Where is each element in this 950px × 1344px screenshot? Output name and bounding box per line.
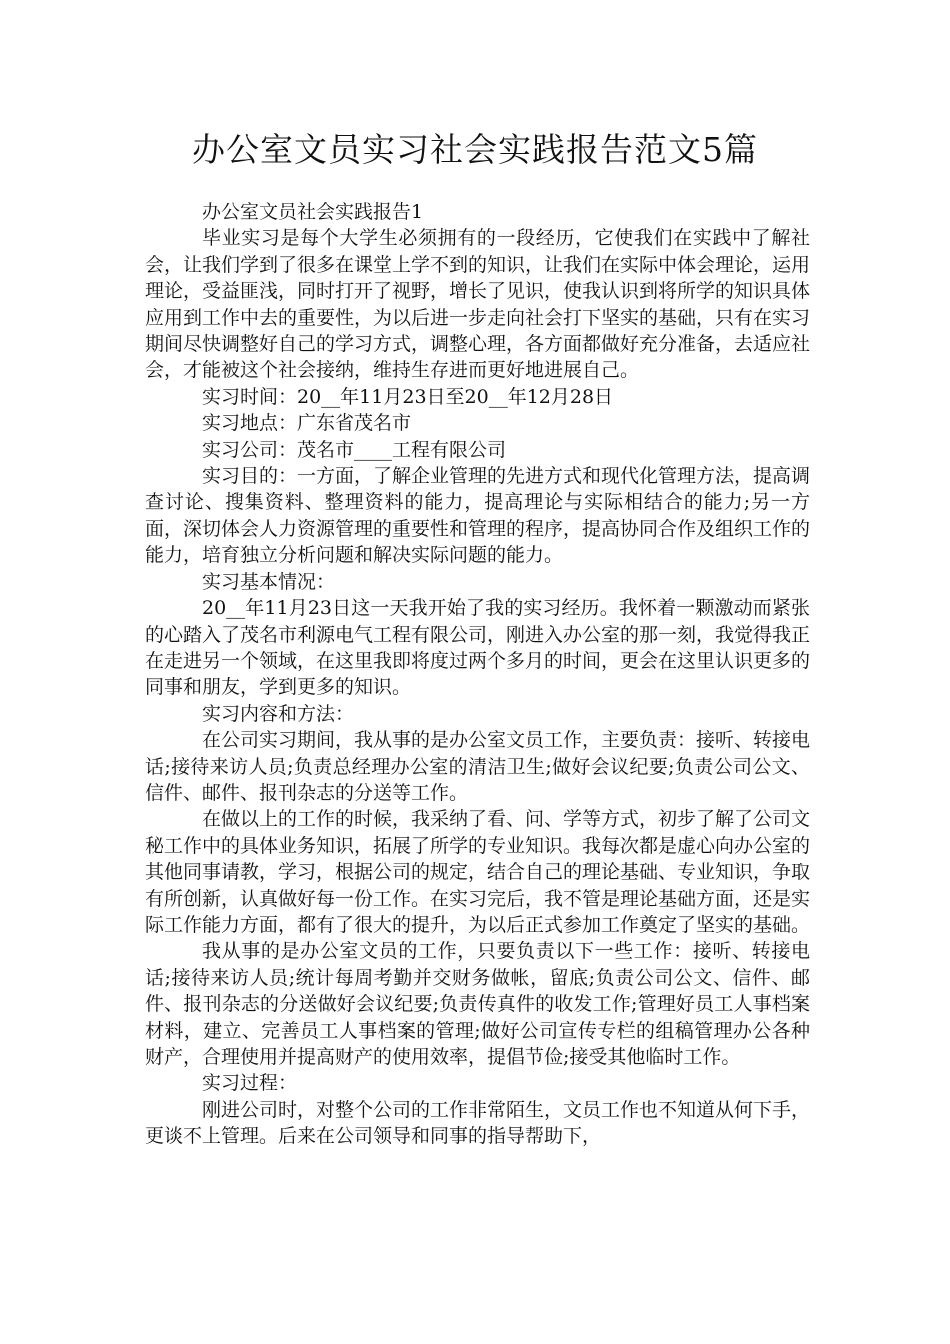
- document-title: 办公室文员实习社会实践报告范文5篇: [192, 130, 758, 169]
- internship-purpose: 实习目的：一方面，了解企业管理的先进方式和现代化管理方法，提高调查讨论、搜集资料、整理资料的能力，提高理论与实际相结合的能力;另一方面，深切体会人力资源管理的重要性和管理的程序，提高协同合作及组织工作的能力，培育独立分析问题和解决实际问题的能力。: [145, 465, 811, 567]
- paragraph-learning: 在做以上的工作的时候，我采纳了看、问、学等方式，初步了解了公司文秘工作中的具体业务知识，拓展了所学的专业知识。我每次都是虚心向办公室的其他同事请教，学习，根据公司的规定，结合自己的理论基础、专业知识，争取有所创新，认真做好每一份工作。在实习完后，我不管是理论基础方面，还是实际工作能力方面，都有了很大的提升，为以后正式参加工作奠定了坚实的基础。: [145, 808, 811, 936]
- paragraph-work-scope: 我从事的是办公室文员的工作，只要负责以下一些工作：接听、转接电话;接待来访人员;统计每周考勤并交财务做帐，留底;负责公司公文、信件、邮件、报刊杂志的分送做好会议纪要;负责传真件的收发工作;管理好员工人事档案材料，建立、完善员工人事档案的管理;做好公司宣传专栏的组稿管理办公各种财产，合理使用并提高财产的使用效率，提倡节俭;接受其他临时工作。: [145, 940, 810, 1068]
- content-methods-heading: 实习内容和方法：: [202, 702, 355, 725]
- section-heading: 办公室文员社会实践报告1: [202, 201, 424, 223]
- paragraph-basic-situation: 20__年11月23日这一天我开始了我的实习经历。我怀着一颗激动而紧张的心踏入了茂名市利源电气工程有限公司，刚进入办公室的那一刻，我觉得我正在走进另一个领域，在这里我即将度过两个多月的时间，更会在这里认识更多的同事和朋友，学到更多的知识。: [145, 597, 811, 699]
- basic-situation-heading: 实习基本情况：: [202, 570, 336, 593]
- internship-location: 实习地点：广东省茂名市: [202, 412, 412, 435]
- paragraph-process: 刚进公司时，对整个公司的工作非常陌生，文员工作也不知道从何下手，更谈不上管理。后来在公司领导和同事的指导帮助下，: [145, 1098, 811, 1148]
- paragraph-intro: 毕业实习是每个大学生必须拥有的一段经历，它使我们在实践中了解社会，让我们学到了很多在课堂上学不到的知识，让我们在实际中体会理论，运用理论，受益匪浅，同时打开了视野，增长了见识，使我认识到将所学的知识具体应用到工作中去的重要性，为以后进一步走向社会打下坚实的基础，只有在实习期间尽快调整好自己的学习方式，调整心理，各方面都做好充分准备，去适应社会，才能被这个社会接纳，维持生存进而更好地进展自己。: [145, 227, 811, 382]
- internship-company: 实习公司：茂名市____工程有限公司: [202, 438, 507, 461]
- internship-time: 实习时间：20__年11月23日至20__年12月28日: [202, 385, 614, 408]
- paragraph-duties: 在公司实习期间，我从事的是办公室文员工作，主要负责：接听、转接电话;接待来访人员;负责总经理办公室的清洁卫生;做好会议纪要;负责公司公文、信件、邮件、报刊杂志的分送等工作。: [145, 729, 811, 804]
- process-heading: 实习过程：: [202, 1072, 298, 1095]
- document-body: [145, 199, 810, 1150]
